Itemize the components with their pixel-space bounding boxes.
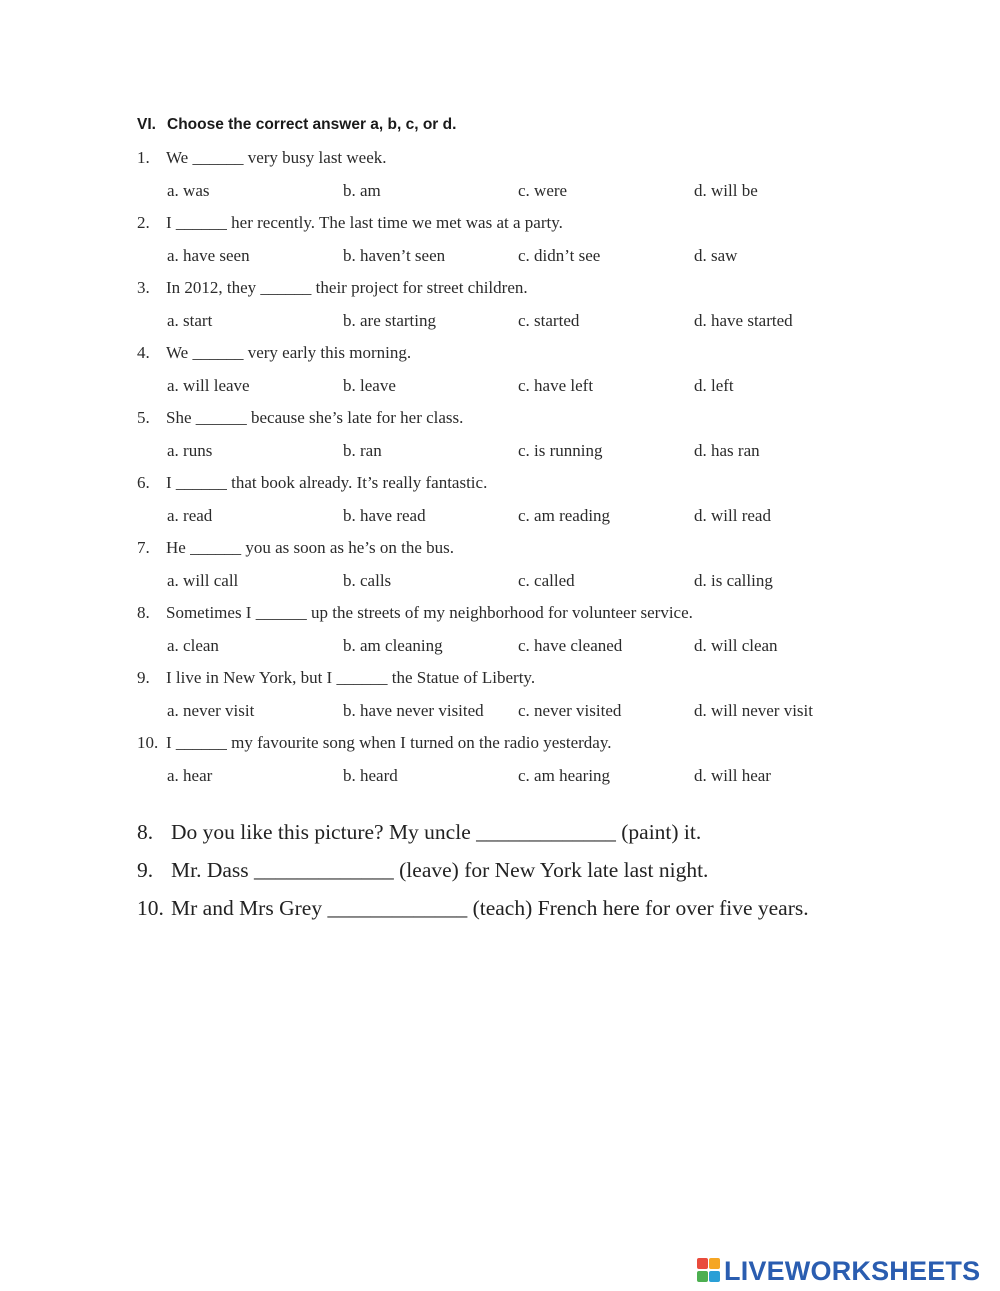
fill-in-10 [137, 896, 809, 921]
question-text: We ______ very busy last week. [166, 148, 387, 167]
option-a[interactable]: a. will call [167, 571, 239, 590]
option-d[interactable]: d. is calling [694, 571, 773, 590]
option-c[interactable]: c. am hearing [518, 766, 611, 785]
fill-in-text[interactable]: Mr. Dass _____________ (leave) for New York late last night. [171, 858, 709, 882]
option-a[interactable]: a. start [167, 311, 213, 330]
option-c[interactable]: c. am reading [518, 506, 611, 525]
question-text: I ______ my favourite song when I turned on the radio yesterday. [166, 733, 612, 752]
question-text: I live in New York, but I ______ the Statue of Liberty. [166, 668, 536, 687]
option-c[interactable]: c. called [518, 571, 575, 590]
question-number: 4. [137, 343, 150, 362]
fill-in-9 [137, 858, 708, 883]
option-a[interactable]: a. hear [167, 766, 213, 785]
question-number: 9. [137, 668, 150, 687]
option-c[interactable]: c. is running [518, 441, 603, 460]
option-b[interactable]: b. ran [343, 441, 382, 460]
option-d[interactable]: d. saw [694, 246, 738, 265]
question-number: 8. [137, 603, 150, 622]
option-d[interactable]: d. will be [694, 181, 758, 200]
question-number: 3. [137, 278, 150, 297]
option-c[interactable]: c. never visited [518, 701, 622, 720]
option-a[interactable]: a. read [167, 506, 213, 525]
question-4 [137, 343, 411, 363]
option-b[interactable]: b. are starting [343, 311, 436, 330]
fill-in-text[interactable]: Do you like this picture? My uncle _____________ (paint) it. [171, 820, 702, 844]
fill-in-number: 8. [137, 820, 154, 844]
question-number: 1. [137, 148, 150, 167]
question-number: 10. [137, 733, 159, 752]
option-c[interactable]: c. have cleaned [518, 636, 623, 655]
option-b[interactable]: b. am [343, 181, 381, 200]
question-5 [137, 408, 463, 428]
option-a[interactable]: a. clean [167, 636, 219, 655]
question-text: In 2012, they ______ their project for street children. [166, 278, 528, 297]
option-b[interactable]: b. have never visited [343, 701, 484, 720]
option-b[interactable]: b. have read [343, 506, 426, 525]
fill-in-text[interactable]: Mr and Mrs Grey _____________ (teach) French here for over five years. [171, 896, 809, 920]
question-6 [137, 473, 487, 493]
section-title: Choose the correct answer a, b, c, or d. [167, 116, 457, 133]
liveworksheets-logo [697, 1256, 980, 1286]
question-number: 5. [137, 408, 150, 427]
colored-blocks-icon [697, 1258, 721, 1284]
question-text: Sometimes I ______ up the streets of my neighborhood for volunteer service. [166, 603, 693, 622]
question-number: 7. [137, 538, 150, 557]
fill-in-number: 10. [137, 896, 164, 920]
option-d[interactable]: d. have started [694, 311, 793, 330]
question-3 [137, 278, 528, 298]
section-heading [137, 116, 456, 134]
option-d[interactable]: d. will clean [694, 636, 778, 655]
question-1 [137, 148, 387, 168]
option-d[interactable]: d. will hear [694, 766, 771, 785]
question-text: I ______ that book already. It’s really fantastic. [166, 473, 488, 492]
option-c[interactable]: c. started [518, 311, 580, 330]
option-b[interactable]: b. calls [343, 571, 392, 590]
option-c[interactable]: c. didn’t see [518, 246, 601, 265]
option-b[interactable]: b. haven’t seen [343, 246, 446, 265]
section-number: VI. [137, 116, 156, 133]
option-c[interactable]: c. have left [518, 376, 594, 395]
question-2 [137, 213, 563, 233]
option-d[interactable]: d. will never visit [694, 701, 813, 720]
question-text: She ______ because she’s late for her class. [166, 408, 464, 427]
option-b[interactable]: b. am cleaning [343, 636, 443, 655]
option-d[interactable]: d. will read [694, 506, 771, 525]
question-number: 6. [137, 473, 150, 492]
question-text: I ______ her recently. The last time we met was at a party. [166, 213, 563, 232]
question-text: We ______ very early this morning. [166, 343, 412, 362]
option-b[interactable]: b. leave [343, 376, 396, 395]
question-text: He ______ you as soon as he’s on the bus. [166, 538, 455, 557]
fill-in-8 [137, 820, 701, 845]
option-d[interactable]: d. has ran [694, 441, 760, 460]
option-d[interactable]: d. left [694, 376, 734, 395]
question-9 [137, 668, 535, 688]
option-a[interactable]: a. was [167, 181, 210, 200]
question-7 [137, 538, 454, 558]
option-a[interactable]: a. have seen [167, 246, 250, 265]
option-b[interactable]: b. heard [343, 766, 398, 785]
logo-text: LIVEWORKSHEETS [724, 1255, 981, 1286]
option-a[interactable]: a. will leave [167, 376, 250, 395]
question-10 [137, 733, 612, 753]
question-8 [137, 603, 693, 623]
option-a[interactable]: a. never visit [167, 701, 255, 720]
fill-in-number: 9. [137, 858, 154, 882]
option-a[interactable]: a. runs [167, 441, 213, 460]
question-number: 2. [137, 213, 150, 232]
option-c[interactable]: c. were [518, 181, 568, 200]
